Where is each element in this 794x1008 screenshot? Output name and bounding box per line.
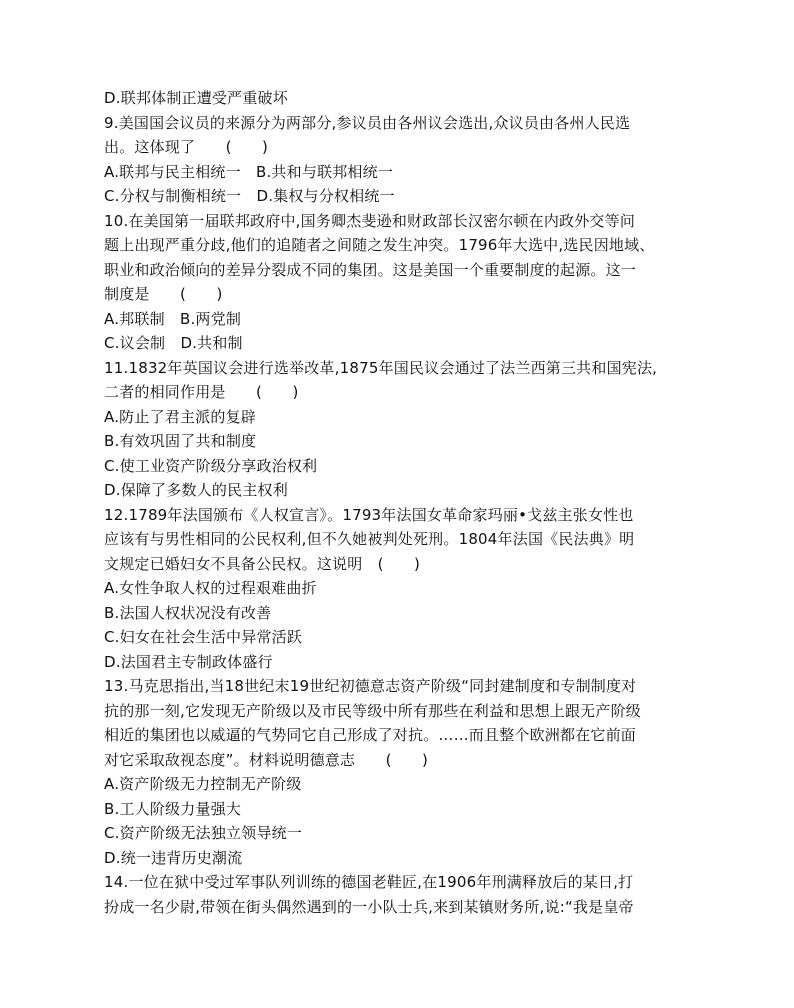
text-line: A.女性争取人权的过程艰难曲折 [104, 579, 317, 597]
text-line: 职业和政治倾向的差异分裂成不同的集团。这是美国一个重要制度的起源。这一 [104, 260, 637, 279]
text-line: A.防止了君主派的复辟 [104, 407, 256, 426]
text-line: B.法国人权状况没有改善 [104, 603, 272, 622]
question-text-block [104, 86, 700, 919]
text-line: A.联邦与民主相统一 B.共和与联邦相统一 [104, 162, 394, 181]
text-line: C.议会制 D.共和制 [104, 334, 243, 352]
text-line: C.分权与制衡相统一 D.集权与分权相统一 [104, 187, 395, 205]
text-line: 题上出现严重分歧,他们的追随者之间随之发生冲突。1796年大选中,选民因地域、 [104, 236, 655, 254]
text-line: D.联邦体制正遭受严重破坏 [104, 89, 288, 107]
text-line: 对它采取敌视态度”。材料说明德意志 ( ) [104, 750, 429, 769]
text-line: D.保障了多数人的民主权利 [104, 481, 288, 499]
text-line: 抗的那一刻,它发现无产阶级以及市民等级中所有那些在利益和思想上跟无产阶级 [104, 701, 641, 720]
text-line: 二者的相同作用是 ( ) [104, 383, 299, 401]
text-line: 14.一位在狱中受过军事队列训练的德国老鞋匠,在1906年刑满释放后的某日,打 [104, 873, 634, 891]
text-line: C.资产阶级无法独立领导统一 [104, 824, 303, 842]
text-line: 9.美国国会议员的来源分为两部分,参议员由各州议会选出,众议员由各州人民选 [104, 113, 631, 132]
text-line: B.有效巩固了共和制度 [104, 432, 257, 450]
text-line: A.资产阶级无力控制无产阶级 [104, 775, 302, 793]
text-line: 13.马克思指出,当18世纪末19世纪初德意志资产阶级“同封建制度和专制制度对 [104, 677, 637, 695]
text-line: 12.1789年法国颁布《人权宣言》。1793年法国女革命家玛丽•戈兹主张女性也 [104, 505, 634, 524]
text-line: C.妇女在社会生活中异常活跃 [104, 628, 303, 646]
text-line: B.工人阶级力量强大 [104, 799, 242, 818]
text-line: 相近的集团也以威逼的气势同它自己形成了对抗。……而且整个欧洲都在它前面 [104, 726, 637, 744]
text-line: 扮成一名少尉,带领在街头偶然遇到的一小队士兵,来到某镇财务所,说:“我是皇帝 [104, 897, 634, 916]
text-line: D.法国君主专制政体盛行 [104, 652, 273, 671]
text-line: A.邦联制 B.两党制 [104, 309, 242, 328]
text-line: 制度是 ( ) [104, 285, 223, 303]
text-line: D.统一违背历史潮流 [104, 848, 243, 867]
text-line: 11.1832年英国议会进行选举改革,1875年国民议会通过了法兰西第三共和国宪法, [104, 358, 658, 377]
text-line: 应该有与男性相同的公民权利,但不久她被判处死刑。1804年法国《民法典》明 [104, 530, 635, 548]
text-line: 10.在美国第一届联邦政府中,国务卿杰斐逊和财政部长汉密尔顿在内政外交等问 [104, 211, 636, 230]
text-line: 出。这体现了 ( ) [104, 138, 269, 156]
text-line: 文规定已婚妇女不具备公民权。这说明 ( ) [104, 554, 421, 573]
text-line: C.使工业资产阶级分享政治权利 [104, 456, 318, 475]
